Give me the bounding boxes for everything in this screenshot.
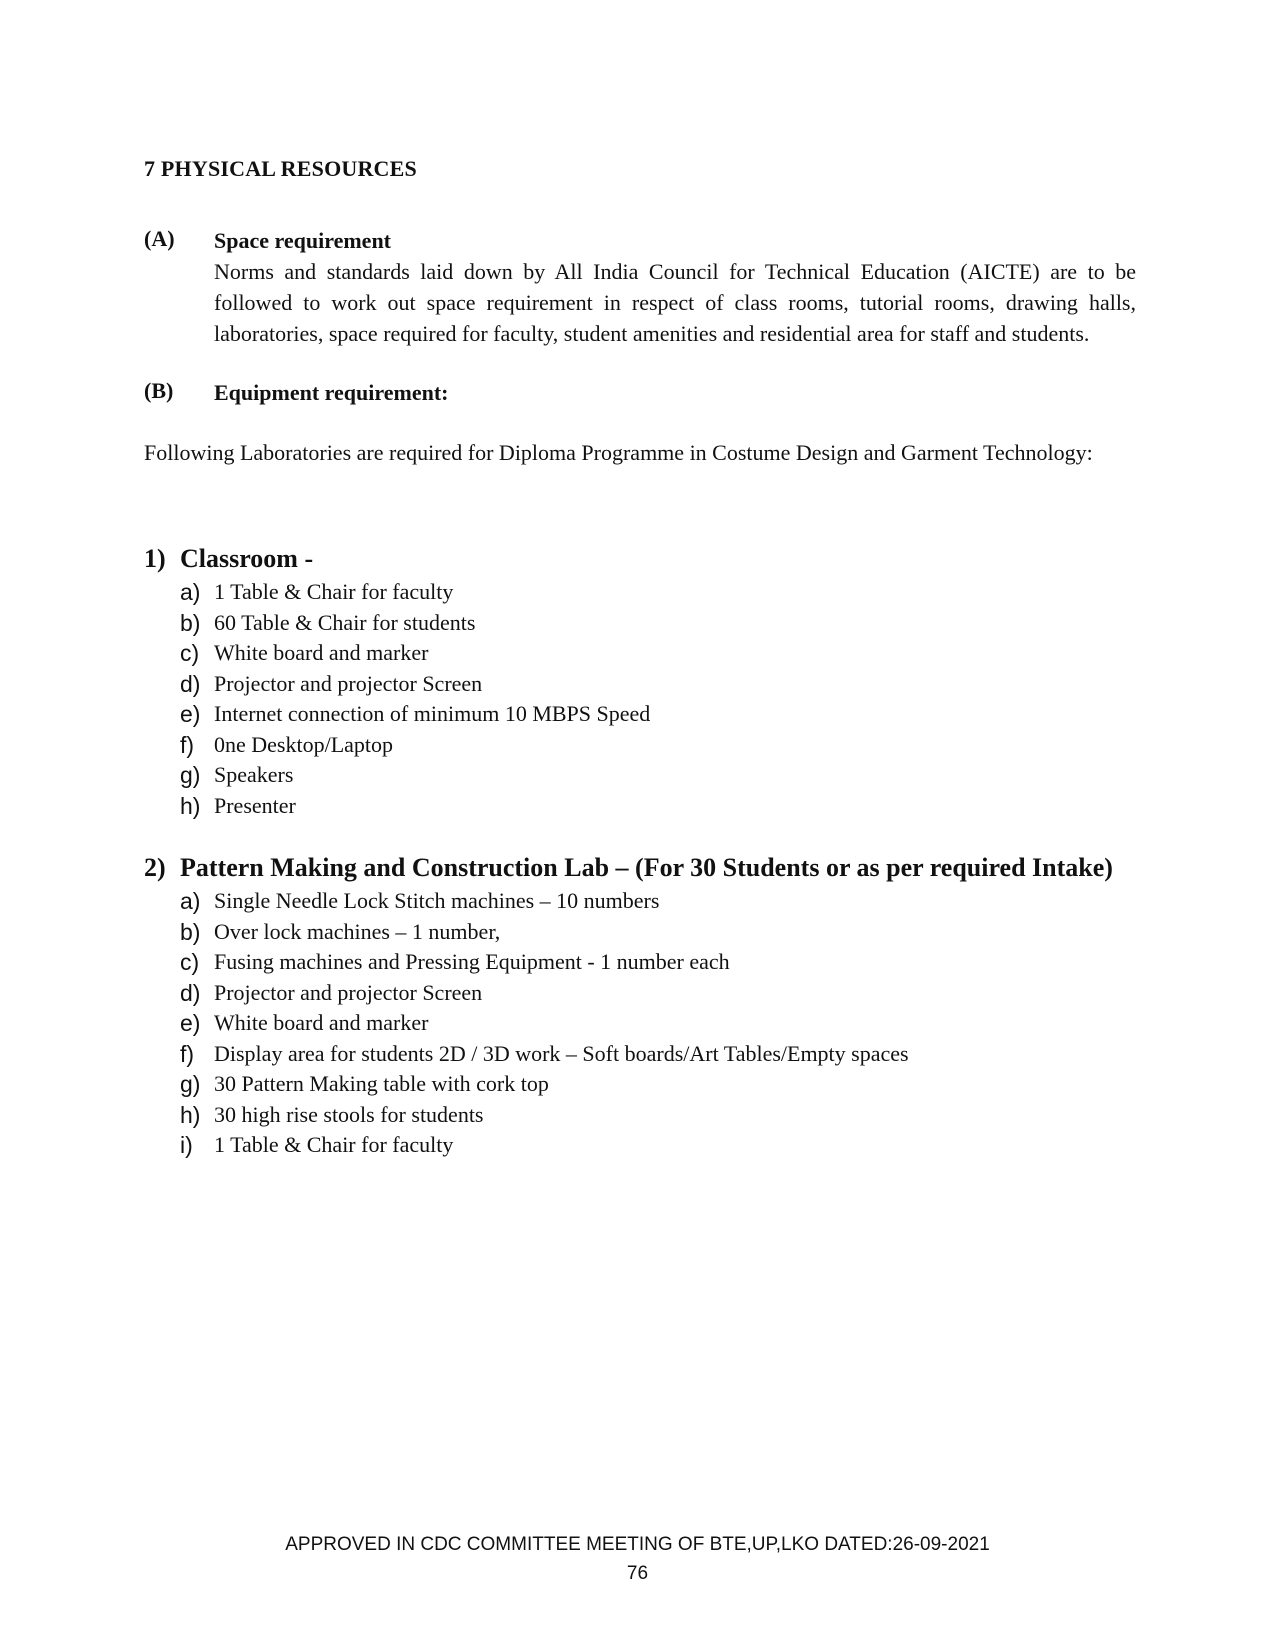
item-letter: h) [180,792,201,819]
space-requirement-section [144,226,1136,349]
approval-footer: APPROVED IN CDC COMMITTEE MEETING OF BTE,UP,LKO DATED:26-09-2021 [285,1534,990,1555]
item-letter: b) [180,918,201,945]
list-item [180,1069,1136,1100]
item-text: Projector and projector Screen [214,979,483,1005]
equipment-requirement-tag: (B) [144,378,174,403]
item-letter: h) [180,1101,201,1128]
list-item [180,947,1136,978]
list-item [180,791,1136,822]
list-item [180,699,1136,730]
item-text: Speakers [214,762,294,787]
item-letter: g) [180,1071,201,1097]
space-requirement-heading: Space requirement [214,228,391,253]
item-text: Projector and projector Screen [214,670,483,696]
item-letter: f) [180,1040,195,1067]
list-number: 1) [144,544,166,573]
item-text: 1 Table & Chair for faculty [214,579,454,604]
item-text: White board and marker [214,640,429,665]
classroom-list [144,543,1136,821]
item-text: Internet connection of minimum 10 MBPS Speed [214,701,651,726]
item-letter: e) [180,1010,201,1036]
list-title [144,543,1136,575]
item-letter: c) [180,640,200,666]
list-title [144,852,1136,884]
item-text: 60 Table & Chair for students [214,609,476,635]
section-title: 7 PHYSICAL RESOURCES [144,156,417,181]
list-item [180,608,1136,639]
item-letter: d) [180,670,201,697]
list-item [180,1008,1136,1039]
list-item [180,1100,1136,1131]
item-letter: a) [180,888,201,914]
item-text: 0ne Desktop/Laptop [214,731,394,757]
list-item [180,760,1136,791]
list-item [180,730,1136,761]
item-letter: e) [180,701,201,727]
list-item [180,1130,1136,1161]
item-letter: g) [180,762,201,788]
item-text: Display area for students 2D / 3D work – Soft boards/Art Tables/Empty spaces [214,1040,909,1066]
pattern-lab-list [144,852,1136,1161]
item-text: White board and marker [214,1010,429,1035]
space-requirement-tag: (A) [144,226,175,251]
list-item [180,917,1136,948]
list-item [180,669,1136,700]
space-requirement-body: Norms and standards laid down by All India Council for Technical Education (AICTE) are to be followed to work out space requirement in respect of class rooms, tutorial rooms, drawing halls, laboratories, space required for faculty, student amenities and residential area for staff and students. [214,259,1136,346]
list-number: 2) [144,853,166,882]
list-heading: Classroom - [180,544,314,573]
item-letter: i) [180,1132,193,1158]
equipment-requirement-section [144,378,1136,408]
item-text: Over lock machines – 1 number, [214,918,501,944]
equipment-requirement-heading: Equipment requirement: [214,380,449,405]
item-letter: a) [180,579,201,605]
item-letter: d) [180,979,201,1006]
item-letter: c) [180,949,200,975]
list-item [180,638,1136,669]
item-text: Presenter [214,792,296,818]
list-heading: Pattern Making and Construction Lab – (For 30 Students or as per required Intake) [180,853,1113,882]
page-number: 76 [626,1563,649,1584]
laboratories-intro: Following Laboratories are required for Diploma Programme in Costume Design and Garment Technology: [144,440,1093,465]
item-text: Single Needle Lock Stitch machines – 10 numbers [214,888,660,913]
item-text: 1 Table & Chair for faculty [214,1132,454,1157]
list-item [180,978,1136,1009]
item-text: Fusing machines and Pressing Equipment - 1 number each [214,949,730,974]
item-letter: b) [180,609,201,636]
list-item [180,577,1136,608]
item-text: 30 Pattern Making table with cork top [214,1071,549,1096]
list-item [180,1039,1136,1070]
list-item [180,886,1136,917]
item-letter: f) [180,731,195,758]
item-text: 30 high rise stools for students [214,1101,484,1127]
